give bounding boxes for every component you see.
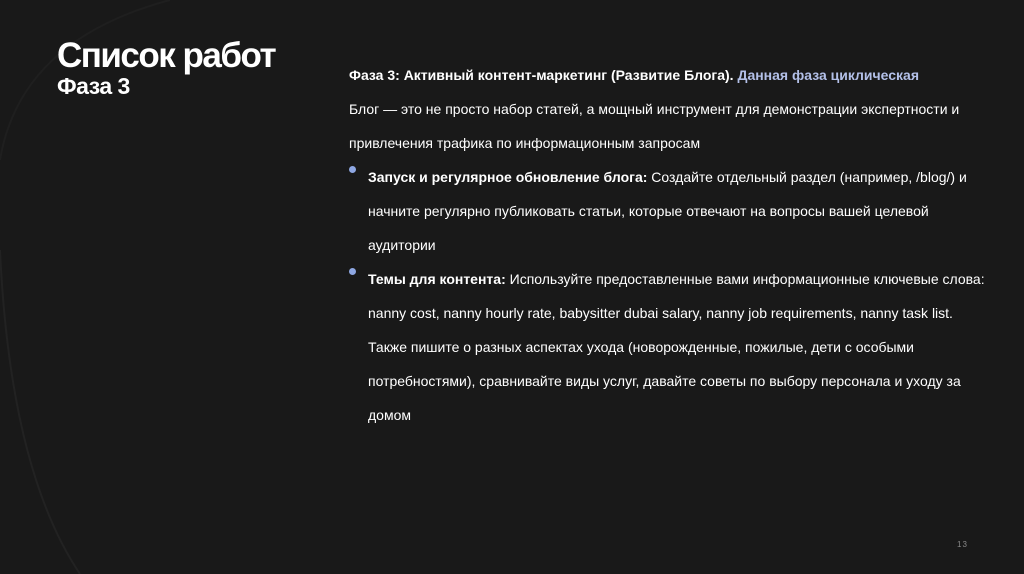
intro-paragraph: Блог — это не просто набор статей, а мощный инструмент для демонстрации экспертности и привлечения трафика по информационным запросам <box>349 101 960 151</box>
bullet-text: Используйте предоставленные вами информационные ключевые слова: nanny cost, nanny hourly rate, babysitter dubai salary, nanny job requirements, nanny task list. Также пишите о разных аспектах ухода (новорожденные, пожилые, дети с особыми потребностями), сравнивайте виды услуг, давайте советы по выбору персонала и уходу за домом <box>368 271 985 423</box>
page-number: 13 <box>957 540 968 549</box>
phase-heading <box>349 58 989 92</box>
slide-title: Список работ <box>57 36 276 75</box>
slide-subtitle: Фаза 3 <box>57 73 130 99</box>
phase-heading-accent: Данная фаза циклическая <box>737 67 920 83</box>
bullet-item-blog-launch <box>349 160 989 262</box>
phase-heading-bold: Фаза 3: Активный контент-маркетинг (Развитие Блога). <box>349 67 734 83</box>
title-block <box>57 36 275 98</box>
bullet-item-content-topics <box>349 262 989 432</box>
bullet-label: Запуск и регулярное обновление блога: <box>368 169 648 185</box>
bullet-label: Темы для контента: <box>368 271 506 287</box>
bullet-text: Создайте отдельный раздел (например, /blog/) и начните регулярно публиковать статьи, которые отвечают на вопросы вашей целевой аудитории <box>368 169 967 253</box>
bullet-list <box>349 160 989 432</box>
content-body <box>349 58 989 432</box>
